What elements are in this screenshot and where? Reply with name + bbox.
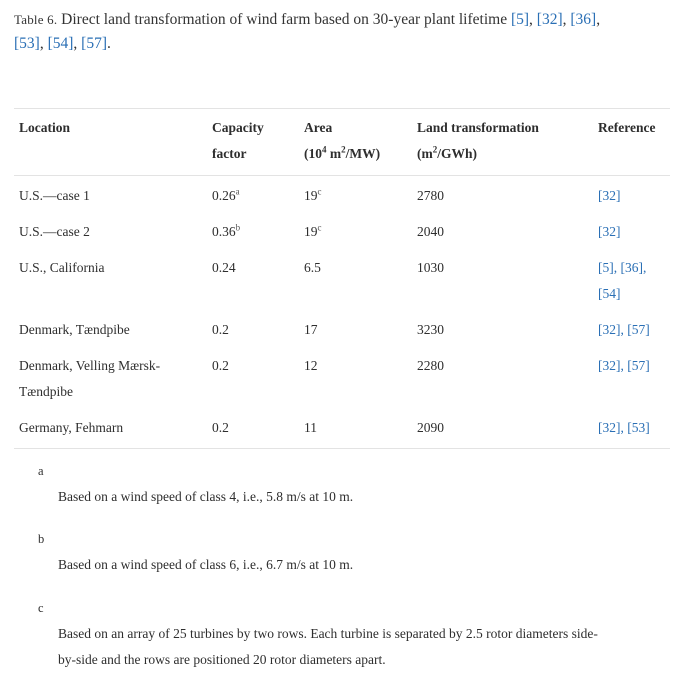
footnote-text: Based on a wind speed of class 6, i.e., 6.7 m/s at 10 m. [58,557,354,572]
cell-area: 19$^c$ [304,186,322,203]
table-row [14,176,670,220]
header-reference: Reference [598,120,656,135]
cell-reference [593,176,670,220]
footnote-letter: c [38,601,44,615]
cell-area: 17 [304,322,318,337]
header-area: Area ($10^4$ $m^2/MW$) [304,120,381,161]
ref-link[interactable]: [32], [598,358,624,373]
cell-reference [593,255,670,317]
cell-location: U.S.—case 2 [19,224,90,239]
header-capacity-factor: Capacity factor [212,120,264,161]
cell-area: 19$^c$ [304,222,322,239]
cell-location: Denmark, Velling Mærsk- Tændpibe [19,358,161,399]
table-row [14,219,670,255]
caption-ref-32[interactable]: [32] [536,11,563,28]
footnote-letter: b [38,532,45,546]
cell-capacity: 0.2 [212,358,229,373]
table-row [14,317,670,353]
table-row [14,353,670,415]
footnote-marker[interactable]: a [235,186,240,197]
ref-link[interactable]: [32] [598,188,621,203]
cell-capacity: 0.26$^a$ [212,186,240,203]
cell-capacity: 0.24 [212,260,236,275]
cell-land-transformation: 2090 [417,420,444,435]
footnote-marker[interactable]: c [317,222,322,233]
ref-link[interactable]: [36], [620,260,647,275]
header-location: Location [19,120,71,135]
cell-location: Denmark, Tændpibe [19,322,130,337]
cell-reference [593,219,670,255]
cell-location: U.S.—case 1 [19,188,90,203]
cell-land-transformation: 2280 [417,358,444,373]
cell-location: U.S., California [19,260,105,275]
caption-ref-54[interactable]: [54] [47,35,74,52]
ref-link[interactable]: [57] [627,358,650,373]
caption-label: Table 6. [14,12,58,27]
caption-text: Direct land transformation of wind farm based on 30-year plant lifetime [57,11,511,28]
ref-link[interactable]: [32], [598,322,624,337]
ref-link[interactable]: [32] [598,224,621,239]
cell-land-transformation: 1030 [417,260,444,275]
cell-reference [593,415,670,449]
cell-reference [593,317,670,353]
footnote-text: Based on an array of 25 turbines by two rows. Each turbine is separated by 2.5 rotor diameters side- by-side and the rows are positioned 20 rotor diameters apart. [58,626,598,667]
cell-area: 12 [304,358,318,373]
cell-area: 11 [304,420,317,435]
land-transformation-table [14,108,670,449]
caption-ref-57[interactable]: [57] [81,35,107,52]
cell-capacity: 0.2 [212,420,229,435]
cell-land-transformation: 3230 [417,322,444,337]
cell-capacity: 0.36$^b$ [212,222,241,239]
header-land-transformation: Land transformation $(m^2/GWh)$ [417,120,539,161]
footnote-letter: a [38,464,44,478]
ref-link[interactable]: [53] [627,420,650,435]
ref-link[interactable]: [5], [598,260,618,275]
table-row [14,255,670,317]
footnote-text: Based on a wind speed of class 4, i.e., 5.8 m/s at 10 m. [58,489,354,504]
caption-ref-5[interactable]: [5] [510,11,530,28]
ref-link[interactable]: [54] [598,286,621,301]
cell-reference [593,353,670,415]
footnote-marker[interactable]: b [235,222,241,233]
caption-ref-36[interactable]: [36] [570,11,597,28]
table-caption: Table 6. Direct land transformation of wind farm based on 30-year plant lifetime [5], [32], [36], [53], [54], [57]. [14,11,601,52]
cell-land-transformation: 2780 [417,188,444,203]
cell-capacity: 0.2 [212,322,229,337]
caption-ref-53[interactable]: [53] [14,35,40,52]
cell-location: Germany, Fehmarn [19,420,124,435]
cell-area: 6.5 [304,260,321,275]
table-row [14,415,670,449]
cell-land-transformation: 2040 [417,224,444,239]
table-header-row [14,109,670,176]
ref-link[interactable]: [32], [598,420,624,435]
footnote-marker[interactable]: c [317,186,322,197]
ref-link[interactable]: [57] [627,322,650,337]
